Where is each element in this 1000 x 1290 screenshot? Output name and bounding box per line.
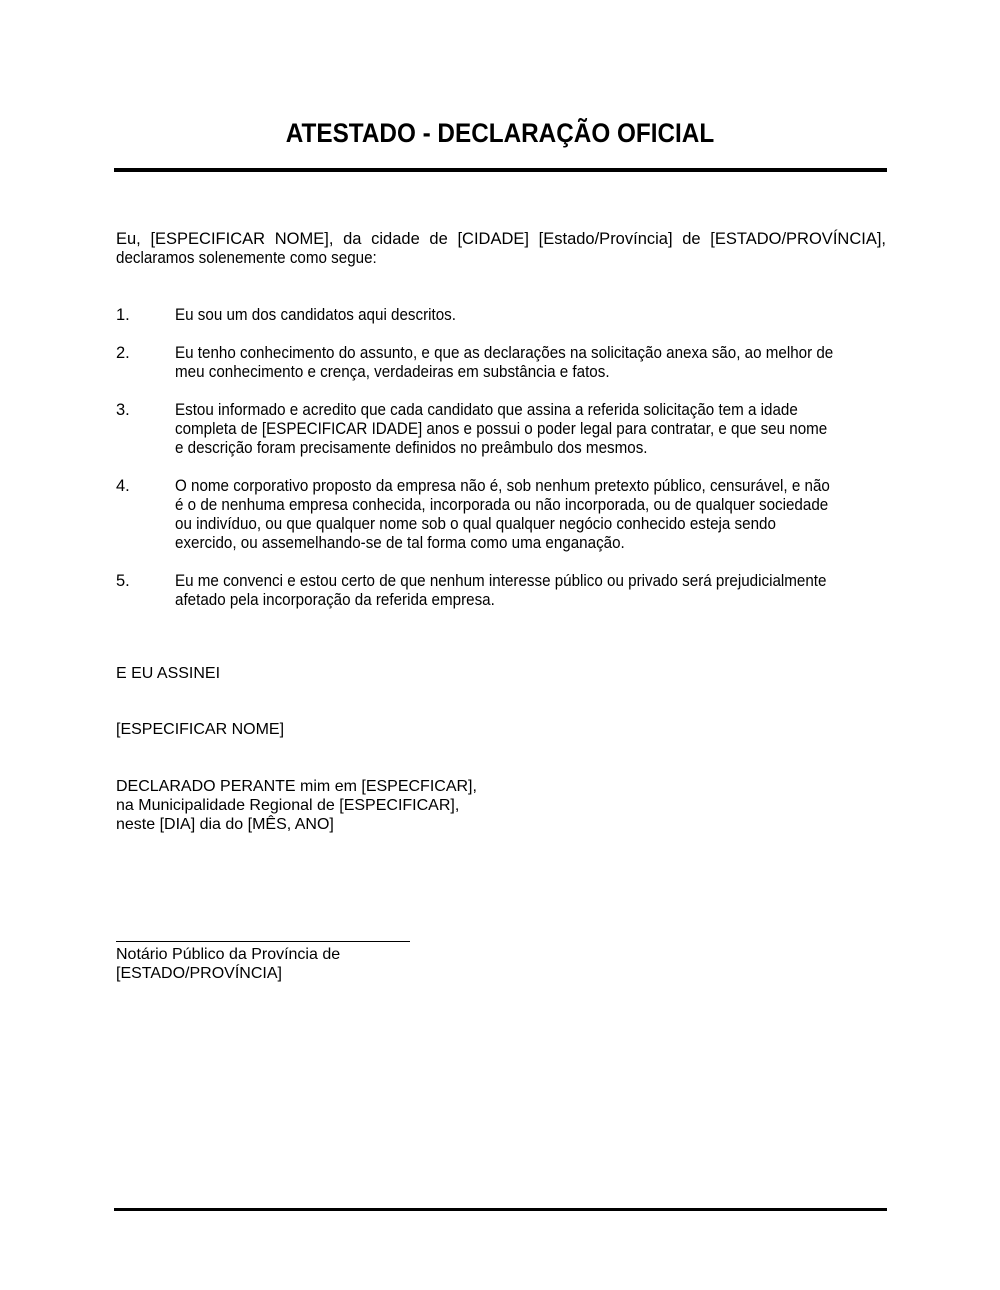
- signature-line: [116, 941, 410, 942]
- footer-divider: [114, 1208, 887, 1211]
- title-divider: [114, 168, 887, 172]
- document-title: ATESTADO - DECLARAÇÃO OFICIAL: [285, 118, 715, 148]
- declared-block: DECLARADO PERANTE mim em [ESPECFICAR], na Municipalidade Regional de [ESPECIFICAR], neste [DIA] dia do [MÊS, ANO]: [116, 778, 477, 833]
- intro-paragraph: Eu, [ESPECIFICAR NOME], da cidade de [CIDADE] [Estado/Província] de [ESTADO/PROVÍNCIA], declaramos solenemente como segue:: [116, 230, 886, 267]
- notary-block: Notário Público da Província de [ESTADO/PROVÍNCIA]: [116, 946, 341, 982]
- signed-label: E EU ASSINEI: [116, 665, 221, 682]
- signer-name: [ESPECIFICAR NOME]: [116, 721, 285, 738]
